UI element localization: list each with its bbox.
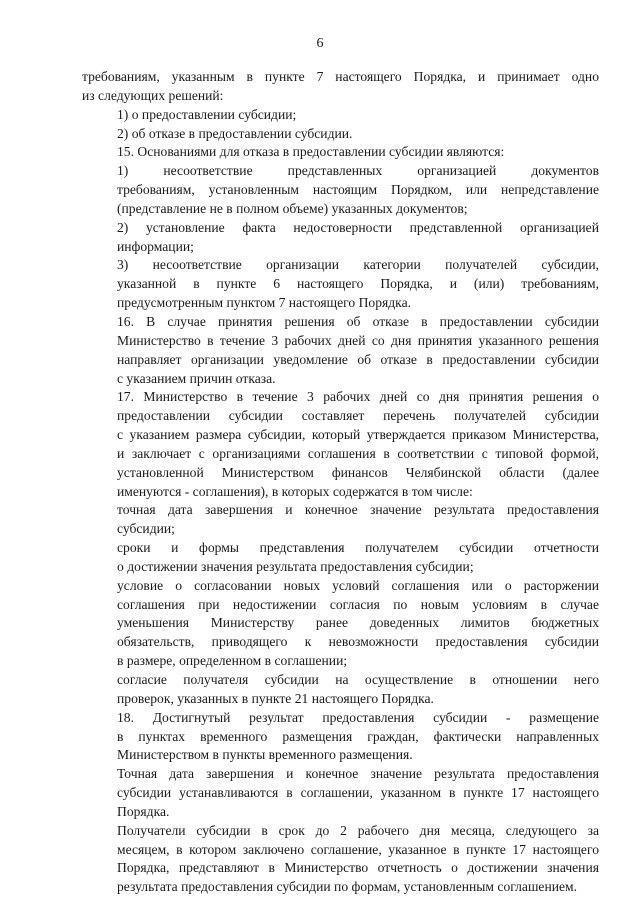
paragraph-decision-options bbox=[82, 68, 599, 106]
text-line: 3) несоответствие организации категории получателей субсидии, bbox=[117, 257, 599, 273]
text-line: установленной Министерством финансов Челябинской области (далее bbox=[117, 464, 599, 480]
paragraph-17 bbox=[82, 388, 599, 501]
page-number: 6 bbox=[316, 36, 324, 51]
text-line: Порядка, представляют в Министерство отчетность о достижении значения bbox=[117, 860, 599, 876]
text-line: 1) несоответствие представленных организацией документов bbox=[117, 163, 599, 179]
text-line: требованиям, указанным в пункте 7 настоящего Порядка, и принимает одно bbox=[82, 69, 599, 84]
text-line: субсидии; bbox=[117, 521, 175, 537]
text-line: (представление не в полном объеме) указанных документов; bbox=[117, 200, 468, 216]
text-line: указанной в пункте 6 настоящего Порядка, и (или) требованиям, bbox=[117, 276, 599, 292]
text-line: результата предоставления субсидии по формам, установленным соглашением. bbox=[117, 879, 578, 895]
text-line: Министерством в пункты временного размещения. bbox=[117, 747, 413, 763]
text-line: 17. Министерство в течение 3 рабочих дней со дня принятия решения о bbox=[117, 389, 599, 405]
paragraph-18 bbox=[82, 709, 599, 766]
paragraph-15-item-2 bbox=[82, 219, 599, 257]
text-line: 2) об отказе в предоставлении субсидии. bbox=[117, 125, 353, 141]
text-line: Министерство в течение 3 рабочих дней со дня принятия указанного решения bbox=[117, 332, 599, 348]
text-line: с указанием причин отказа. bbox=[117, 370, 276, 386]
paragraph-18-reporting bbox=[82, 822, 599, 897]
text-line: 16. В случае принятия решения об отказе в предоставлении субсидии bbox=[117, 313, 599, 329]
paragraph-17-term-conditions bbox=[82, 577, 599, 671]
text-line: 15. Основаниями для отказа в предоставлении субсидии являются: bbox=[117, 144, 505, 160]
text-line: месяцем, в котором заключено соглашение, указанное в пункте 17 настоящего bbox=[117, 841, 599, 857]
paragraph-15-heading bbox=[82, 143, 599, 162]
text-line: 1) о предоставлении субсидии; bbox=[117, 106, 297, 122]
text-line: уменьшения Министерству ранее доведенных лимитов бюджетных bbox=[117, 615, 599, 631]
text-line: согласие получателя субсидии на осуществление в отношении него bbox=[117, 672, 599, 687]
paragraph-option-refuse bbox=[82, 125, 599, 144]
text-line: предусмотренным пунктом 7 настоящего Порядка. bbox=[117, 295, 412, 311]
paragraph-16 bbox=[82, 313, 599, 388]
text-line: обязательств, приводящего к невозможности предоставления субсидии bbox=[117, 634, 599, 650]
text-line: направляет организации уведомление об отказе в предоставлении субсидии bbox=[117, 351, 599, 367]
text-line: Получатели субсидии в срок до 2 рабочего дня месяца, следующего за bbox=[117, 822, 599, 838]
text-line: информации; bbox=[117, 238, 194, 254]
text-line: из следующих решений: bbox=[82, 87, 224, 103]
text-line: о достижении значения результата предоставления субсидии; bbox=[117, 558, 474, 574]
text-line: точная дата завершения и конечное значение результата предоставления bbox=[117, 502, 599, 518]
paragraph-17-term-date bbox=[82, 501, 599, 539]
text-line: с указанием размера субсидии, который утверждается приказом Министерства, bbox=[117, 427, 599, 443]
text-line: проверок, указанных в пункте 21 настоящего Порядка. bbox=[117, 690, 434, 706]
paragraph-17-term-reporting bbox=[82, 539, 599, 577]
text-line: 2) установление факта недостоверности представленной организацией bbox=[117, 219, 599, 235]
text-line: сроки и формы представления получателем субсидии отчетности bbox=[117, 540, 599, 556]
text-line: субсидии устанавливаются в соглашении, указанном в пункте 17 настоящего bbox=[117, 785, 599, 801]
text-line: требованиям, установленным настоящим Порядком, или непредставление bbox=[117, 182, 599, 198]
text-line: в размере, определенном в соглашении; bbox=[117, 653, 348, 669]
text-line: и заключает с организациями соглашения в соответствии с типовой формой, bbox=[117, 445, 599, 461]
paragraph-15-item-1 bbox=[82, 162, 599, 219]
text-line: в пунктах временного размещения граждан, фактически направленных bbox=[117, 728, 599, 744]
text-line: предоставлении субсидии составляет перечень получателей субсидии bbox=[117, 408, 599, 424]
paragraph-option-grant bbox=[82, 106, 599, 125]
paragraph-15-item-3 bbox=[82, 256, 599, 313]
text-line: именуются - соглашения), в которых содержатся в том числе: bbox=[117, 483, 473, 499]
text-line: условие о согласовании новых условий соглашения или о расторжении bbox=[117, 577, 599, 593]
text-line: Порядка. bbox=[117, 803, 170, 819]
paragraph-17-term-consent bbox=[82, 671, 599, 709]
document-body bbox=[82, 68, 599, 897]
text-line: Точная дата завершения и конечное значение результата предоставления bbox=[117, 766, 599, 782]
text-line: соглашения при недостижении согласия по новым условиям в случае bbox=[117, 596, 599, 612]
paragraph-18-result-date bbox=[82, 765, 599, 822]
text-line: 18. Достигнутый результат предоставления субсидии - размещение bbox=[117, 709, 599, 725]
